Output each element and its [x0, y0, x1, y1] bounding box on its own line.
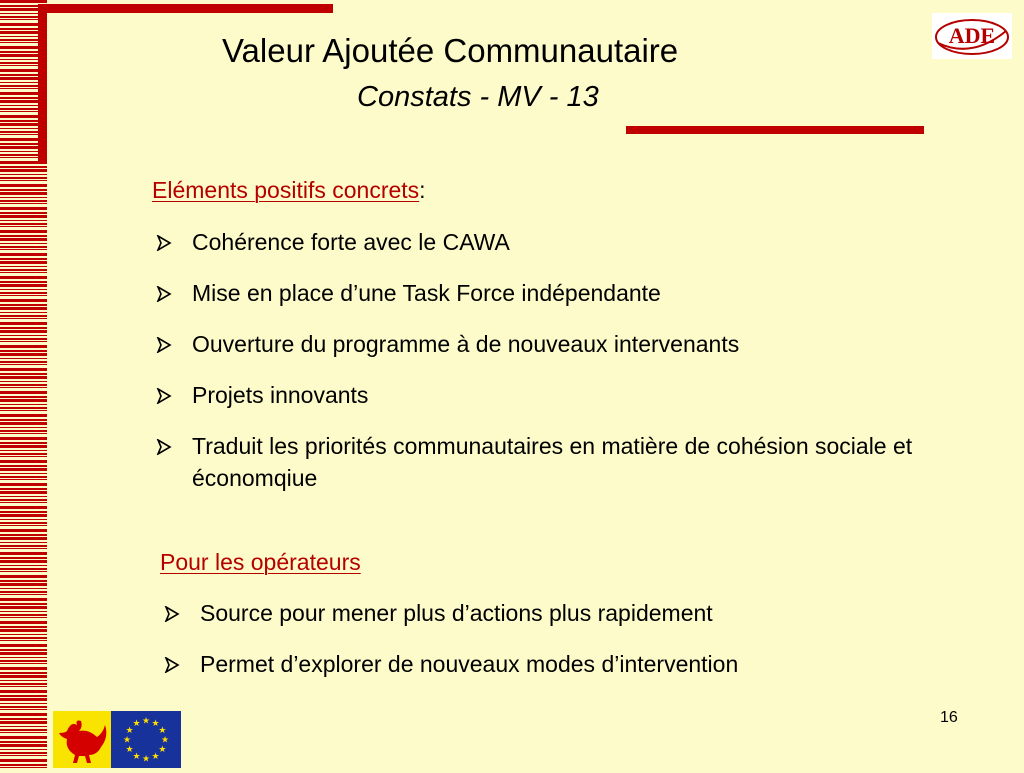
ade-logo: [932, 13, 1012, 59]
section2-heading: Pour les opérateurs: [160, 549, 361, 575]
eu-star-icon: ★: [132, 750, 141, 761]
list-item: [156, 379, 976, 412]
eu-flag-icon: [111, 711, 181, 768]
arrow-bullet-icon: [164, 597, 200, 630]
arrow-bullet-icon: [164, 648, 200, 681]
section-heading-operators: [160, 548, 361, 576]
eu-star-icon: ★: [141, 753, 151, 764]
wallonia-rooster-flag-icon: [53, 711, 111, 768]
list-item-text: Cohérence forte avec le CAWA: [192, 229, 510, 255]
list-item: [156, 430, 966, 494]
list-item: [156, 277, 976, 310]
arrow-bullet-icon: [156, 328, 192, 361]
slide-subtitle: Constats - MV - 13: [357, 81, 599, 113]
list-item-text: Traduit les priorités communautaires en matière de cohésion sociale et économqiue: [192, 433, 913, 491]
list-item-text: Permet d’explorer de nouveaux modes d’intervention: [200, 651, 739, 677]
section1-heading-suffix: :: [419, 177, 426, 203]
eu-star-icon: ★: [132, 718, 141, 729]
eu-star-icon: ★: [125, 725, 134, 735]
list-item-text: Ouverture du programme à de nouveaux intervenants: [192, 331, 740, 357]
list-item: [164, 597, 984, 630]
arrow-bullet-icon: [156, 379, 192, 412]
section-heading-positive-elements: [152, 176, 426, 204]
eu-star-icon: ★: [158, 744, 167, 754]
eu-star-icon: ★: [141, 715, 151, 726]
frame-vertical-bar: [38, 4, 47, 164]
eu-star-icon: ★: [151, 718, 160, 729]
arrow-bullet-icon: [156, 277, 192, 310]
page-number: 16: [940, 709, 958, 726]
list-item: [164, 648, 984, 681]
arrow-bullet-icon: [156, 226, 192, 259]
eu-star-icon: ★: [122, 734, 132, 745]
logo-text: ADE: [948, 23, 996, 48]
eu-star-icon: ★: [151, 750, 160, 761]
eu-star-icon: ★: [125, 744, 134, 754]
list-item-text: Mise en place d’une Task Force indépendante: [192, 280, 661, 306]
slide-title: Valeur Ajoutée Communautaire: [222, 32, 679, 69]
list-item: [156, 226, 976, 259]
eu-star-icon: ★: [160, 734, 170, 745]
section1-heading: Eléments positifs concrets: [152, 177, 420, 203]
list-item: [156, 328, 976, 361]
list-item-text: Source pour mener plus d’actions plus rapidement: [200, 600, 713, 626]
list-item-text: Projets innovants: [192, 382, 369, 408]
frame-top-bar: [40, 4, 333, 13]
arrow-bullet-icon: [156, 430, 192, 494]
eu-star-icon: ★: [158, 725, 167, 735]
title-underline-bar: [626, 126, 924, 134]
